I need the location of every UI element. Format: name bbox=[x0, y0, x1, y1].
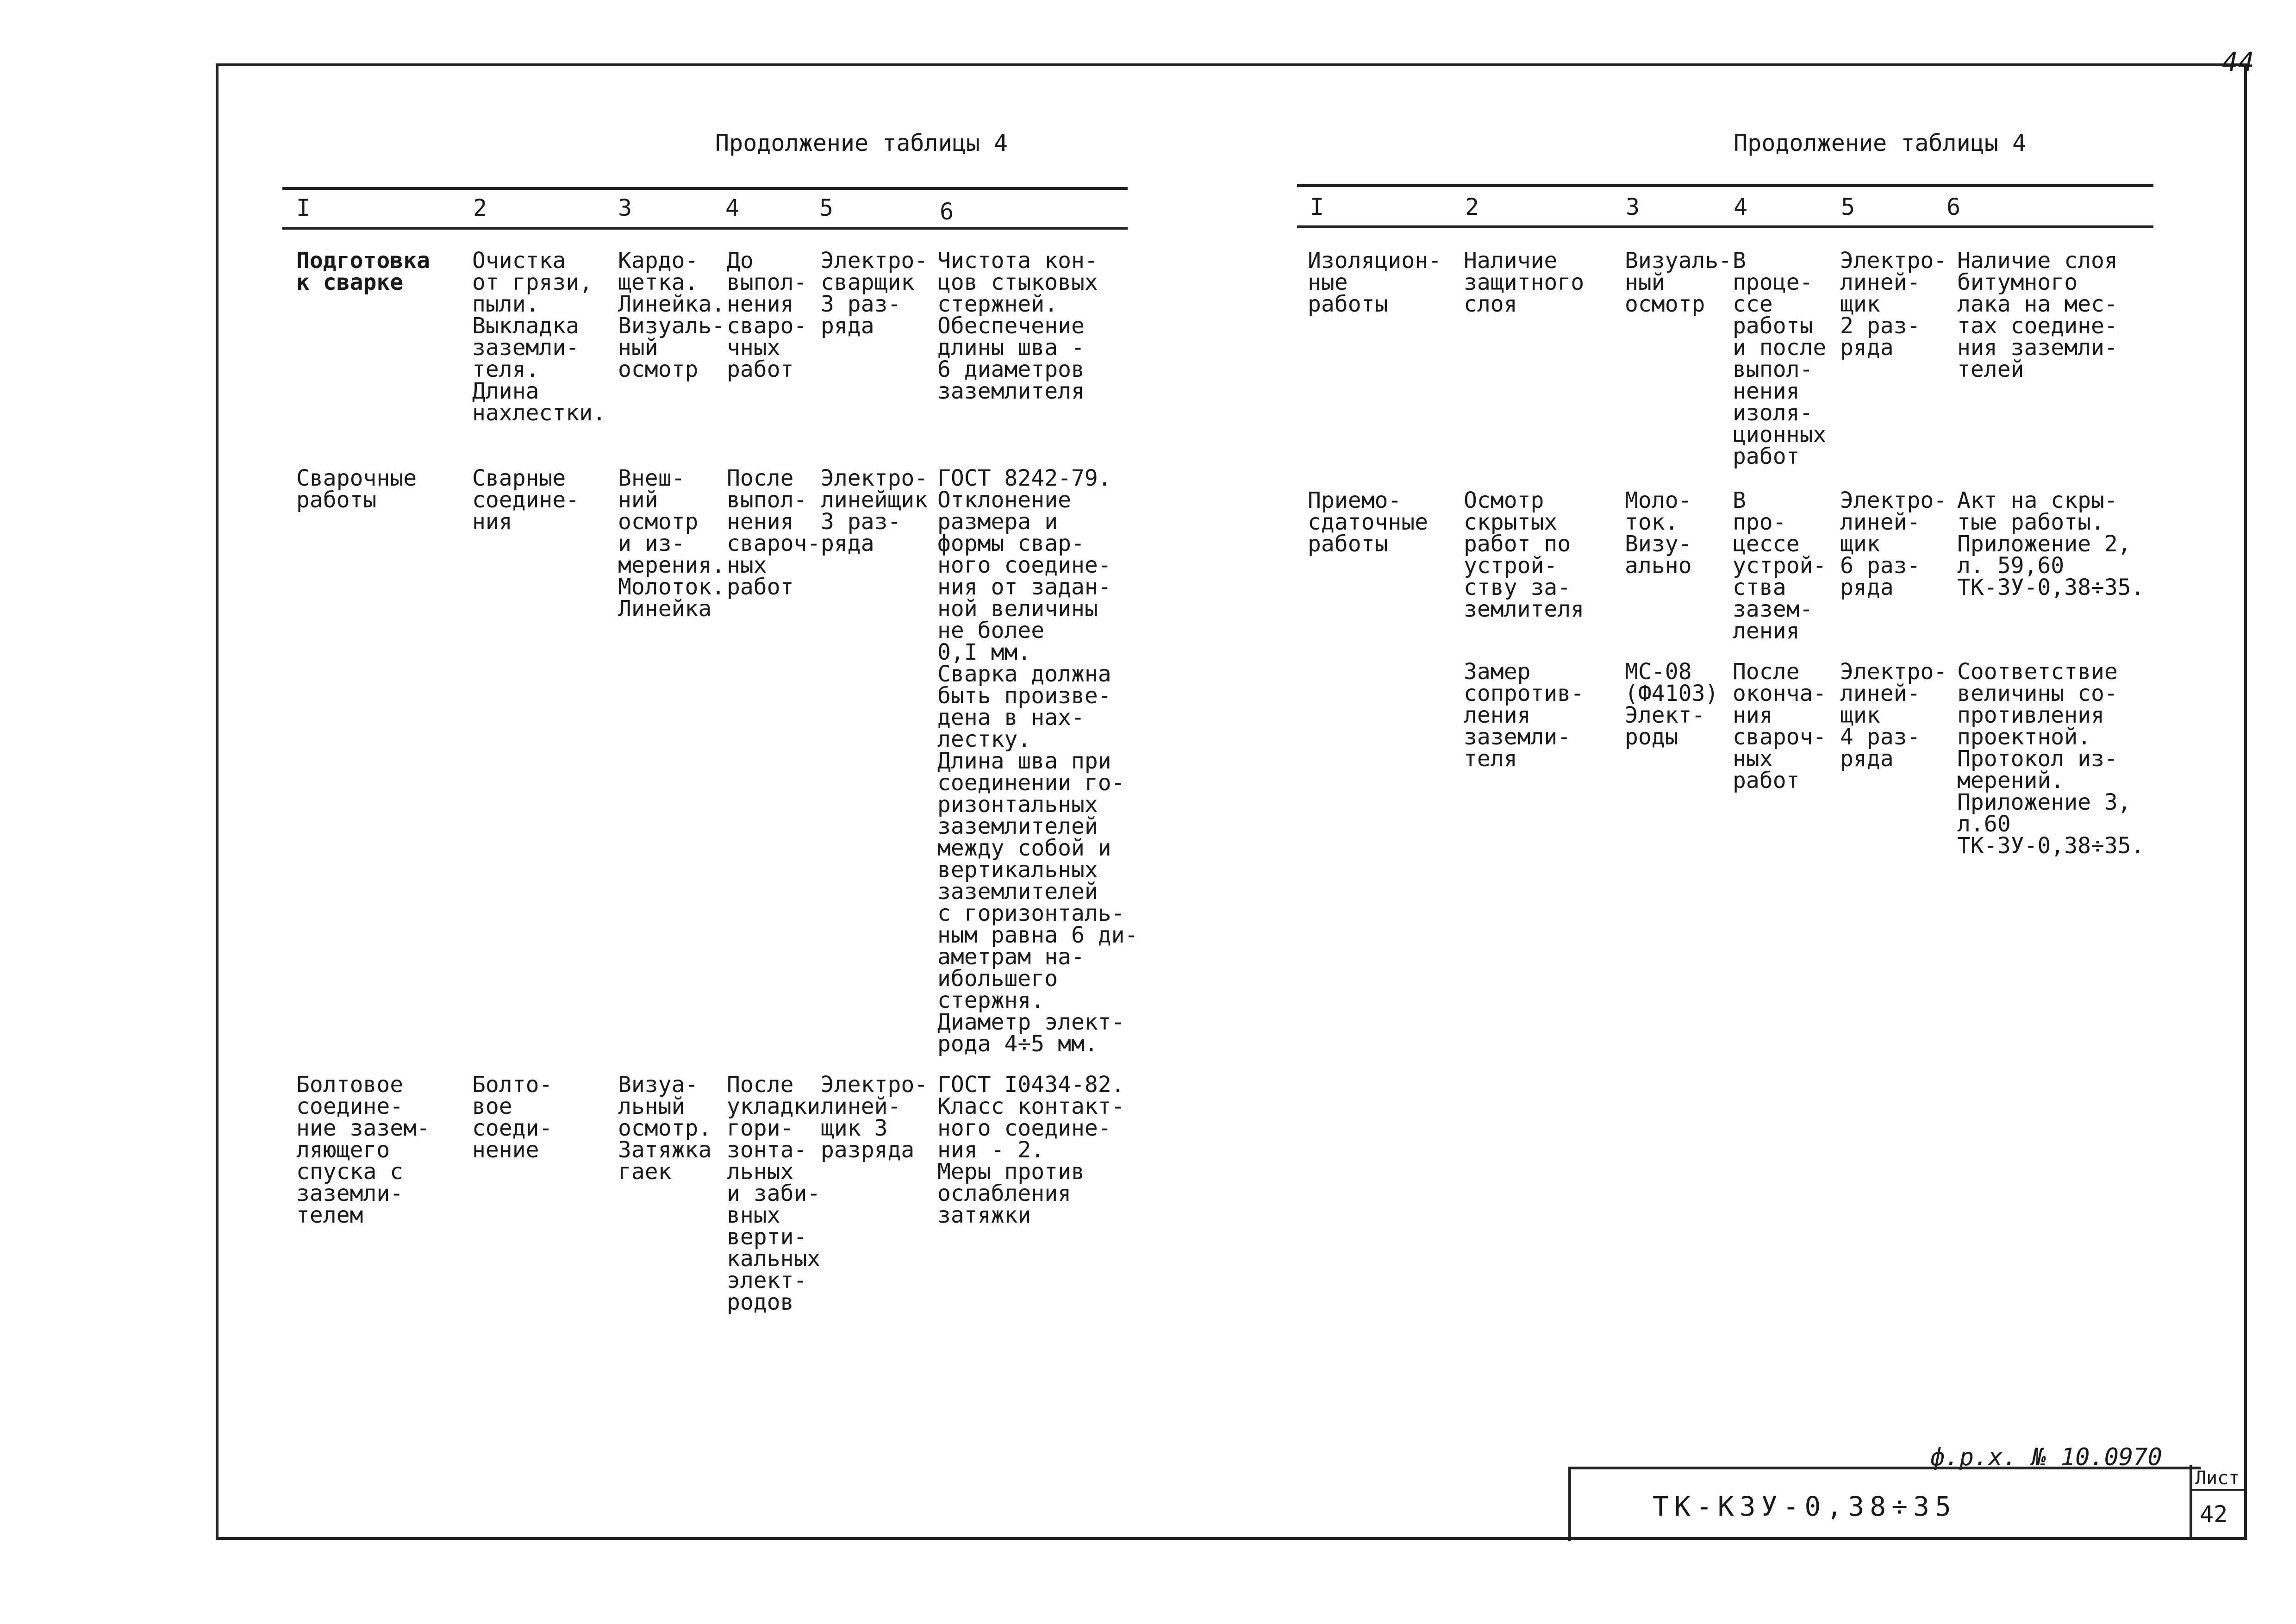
left-row3-operation: Болто- вое соеди- нение bbox=[472, 1072, 553, 1163]
right-row1-executor: Электро- линей- щик 2 раз- ряда bbox=[1840, 248, 1947, 361]
right-row3-operation: Замер сопротив- ления заземли- теля bbox=[1464, 659, 1585, 772]
left-row3-work-stage: Болтовое соедине- ние зазем- ляющего спуска с заземли- телем bbox=[296, 1072, 430, 1228]
document-code: ТК-КЗУ-0,38÷35 bbox=[1653, 1491, 1957, 1522]
left-row1-work-stage: Подготовка к сварке bbox=[296, 248, 430, 295]
page-number: 44 bbox=[2222, 46, 2254, 78]
left-row1-executor: Электро- сварщик 3 раз- ряда bbox=[821, 248, 928, 339]
left-col-number: 6 bbox=[940, 198, 954, 225]
right-table-header-rule bbox=[1297, 225, 2153, 228]
right-row3-control-method: МС-08 (Ф4103) Элект- роды bbox=[1625, 659, 1719, 750]
left-row1-control-method: Кардо- щетка. Линейка. Визуаль- ный осмотр bbox=[618, 248, 725, 382]
right-row1-work-stage: Изоляцион- ные работы bbox=[1308, 248, 1441, 317]
right-row3-requirements: Соответствие величины со- противления проектной. Протокол из- мерений. Приложение 3, л.60 ТК-ЗУ-0,38÷35. bbox=[1957, 659, 2145, 859]
left-col-number: 4 bbox=[725, 194, 740, 221]
right-row2-executor: Электро- линей- щик 6 раз- ряда bbox=[1840, 487, 1947, 600]
left-col-number: 5 bbox=[819, 194, 834, 221]
right-row2-operation: Осмотр скрытых работ по устрой- ству за- землителя bbox=[1464, 487, 1585, 622]
frame-left-border bbox=[216, 63, 218, 1539]
right-row1-control-method: Визуаль- ный осмотр bbox=[1625, 248, 1732, 317]
left-row2-requirements: ГОСТ 8242-79. Отклонение размера и формы свар- ного соедине- ния от задан- ной величины не более 0,I мм. Сварка должна быть произве- дена в нах- лестку. Длина шва при соединении го- ризонтальных заземлителей между собой и вертикальных заземлителей с горизонталь- ным равна 6 ди- аметрам на- ибольшего стержня. Диаметр элект- рода 4÷5 мм. bbox=[937, 465, 1138, 1057]
right-col-number: 6 bbox=[1947, 194, 1961, 220]
left-row2-control-method: Внеш- ний осмотр и из- мерения. Молоток. Линейка bbox=[618, 465, 725, 622]
sheet-separator bbox=[2190, 1489, 2244, 1491]
right-row3-control-time: После оконча- ния свароч- ных работ bbox=[1733, 659, 1827, 793]
left-row1-operation: Очистка от грязи, пыли. Выкладка заземли- теля. Длина нахлестки. bbox=[472, 248, 606, 426]
left-table-caption: Продолжение таблицы 4 bbox=[715, 130, 1008, 156]
right-col-number: 3 bbox=[1626, 194, 1640, 220]
left-row2-executor: Электро- линейщик 3 раз- ряда bbox=[821, 465, 928, 556]
right-table-caption: Продолжение таблицы 4 bbox=[1734, 130, 2027, 156]
right-row2-requirements: Акт на скры- тые работы. Приложение 2, л. 59,60 ТК-ЗУ-0,38÷35. bbox=[1957, 487, 2145, 600]
left-col-number: I bbox=[296, 194, 311, 221]
right-row2-control-time: В про- цессе устрой- ства зазем- ления bbox=[1733, 487, 1827, 644]
left-row2-work-stage: Сварочные работы bbox=[296, 465, 417, 513]
left-row1-requirements: Чистота кон- цов стыковых стержней. Обеспечение длины шва - 6 диаметров заземлителя bbox=[937, 248, 1098, 404]
sheet-label: Лист bbox=[2195, 1468, 2240, 1489]
left-row2-operation: Сварные соедине- ния bbox=[472, 465, 580, 535]
right-row1-requirements: Наличие слоя битумного лака на мес- тах соедине- ния заземли- телей bbox=[1957, 248, 2118, 382]
left-table-header-rule bbox=[282, 227, 1128, 230]
right-col-number: I bbox=[1310, 194, 1324, 220]
left-row3-control-method: Визуа- льный осмотр. Затяжка гаек bbox=[618, 1072, 712, 1185]
left-row3-executor: Электро- линей- щик 3 разряда bbox=[821, 1072, 928, 1163]
left-row3-control-time: После укладки гори- зонта- льных и заби- вных верти- кальных элект- родов bbox=[727, 1072, 821, 1315]
right-col-number: 2 bbox=[1465, 194, 1479, 220]
right-table-top-rule bbox=[1297, 184, 2153, 187]
frame-top-border bbox=[216, 63, 2247, 66]
handwritten-archive-note: ф.р.х. № 10.0970 bbox=[1930, 1443, 2162, 1471]
right-col-number: 5 bbox=[1841, 194, 1855, 220]
right-row1-operation: Наличие защитного слоя bbox=[1464, 248, 1585, 317]
left-row1-control-time: До выпол- нения сваро- чных работ bbox=[727, 248, 807, 382]
right-row3-executor: Электро- линей- щик 4 раз- ряда bbox=[1840, 659, 1947, 772]
left-row3-requirements: ГОСТ I0434-82. Класс контакт- ного соедине- ния - 2. Меры против ослабления затяжки bbox=[937, 1072, 1125, 1228]
frame-right-border bbox=[2244, 63, 2247, 1539]
left-table-top-rule bbox=[282, 187, 1128, 190]
left-row2-control-time: После выпол- нения свароч- ных работ bbox=[727, 465, 821, 600]
left-col-number: 3 bbox=[618, 194, 632, 221]
right-row2-work-stage: Приемо- сдаточные работы bbox=[1308, 487, 1429, 557]
right-col-number: 4 bbox=[1734, 194, 1748, 220]
left-col-number: 2 bbox=[473, 194, 487, 221]
right-row1-control-time: В проце- ссе работы и после выпол- нения изоля- ционных работ bbox=[1733, 248, 1827, 469]
sheet-number: 42 bbox=[2200, 1501, 2228, 1528]
right-row2-control-method: Моло- ток. Визу- ально bbox=[1625, 487, 1692, 579]
